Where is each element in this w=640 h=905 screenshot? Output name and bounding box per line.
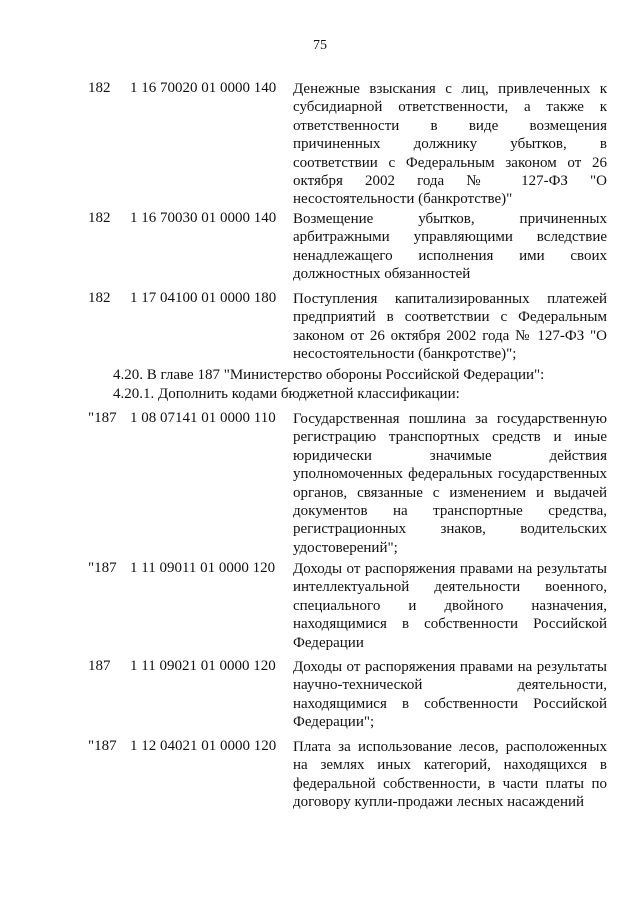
row-description: Плата за использование лесов, расположенных на землях иных категорий, находящихся в федеральной собственности, в части платы по договору купли-продажи лесных насаждений: [293, 739, 607, 811]
admin-code: 182: [88, 210, 111, 226]
row-description: Доходы от распоряжения правами на результаты интеллектуальной деятельности военного, специального и двойного назначения, находящимися в собственности Российской Федерации: [293, 561, 607, 651]
row-description: Доходы от распоряжения правами на результаты научно-технической деятельности, находящимися в собственности Российской Федерации";: [293, 659, 607, 731]
budget-code: 1 17 04100 01 0000 180: [130, 290, 277, 306]
budget-code: 1 11 09021 01 0000 120: [130, 658, 276, 674]
admin-code: 182: [88, 290, 111, 306]
row-description: Денежные взыскания с лиц, привлеченных к субсидиарной ответственности, а также к ответственности в виде возмещения причиненных должнику убытков, в соответствии с Федеральным законом от 26 октября 2002 года № 127-ФЗ "О несостоятельности (банкротстве)": [293, 81, 607, 208]
admin-code: "187: [88, 410, 117, 426]
section-heading: 4.20. В главе 187 "Министерство обороны Российской Федерации":: [113, 367, 545, 383]
admin-code: 187: [88, 658, 111, 674]
budget-code: 1 16 70030 01 0000 140: [130, 210, 277, 226]
admin-code: "187: [88, 560, 117, 576]
row-description: Поступления капитализированных платежей предприятий в соответствии с Федеральным законом от 26 октября 2002 года № 127-ФЗ "О несостоятельности (банкротстве)";: [293, 291, 607, 363]
admin-code: "187: [88, 738, 117, 754]
budget-code: 1 11 09011 01 0000 120: [130, 560, 276, 576]
row-description: Возмещение убытков, причиненных арбитражными управляющими вследствие ненадлежащего исполнения ими своих должностных обязанностей: [293, 211, 607, 283]
section-subheading: 4.20.1. Дополнить кодами бюджетной классификации:: [113, 386, 460, 402]
admin-code: 182: [88, 80, 111, 96]
budget-code: 1 12 04021 01 0000 120: [130, 738, 277, 754]
page-number: 75: [313, 38, 327, 53]
budget-code: 1 08 07141 01 0000 110: [130, 410, 276, 426]
row-description: Государственная пошлина за государственную регистрацию транспортных средств и иные юридически значимые действия уполномоченных федеральных государственных органов, связанные с изменением и выдачей документов на транспортные средства, регистрационных знаков, водительских удостоверений";: [293, 411, 607, 556]
budget-code: 1 16 70020 01 0000 140: [130, 80, 277, 96]
